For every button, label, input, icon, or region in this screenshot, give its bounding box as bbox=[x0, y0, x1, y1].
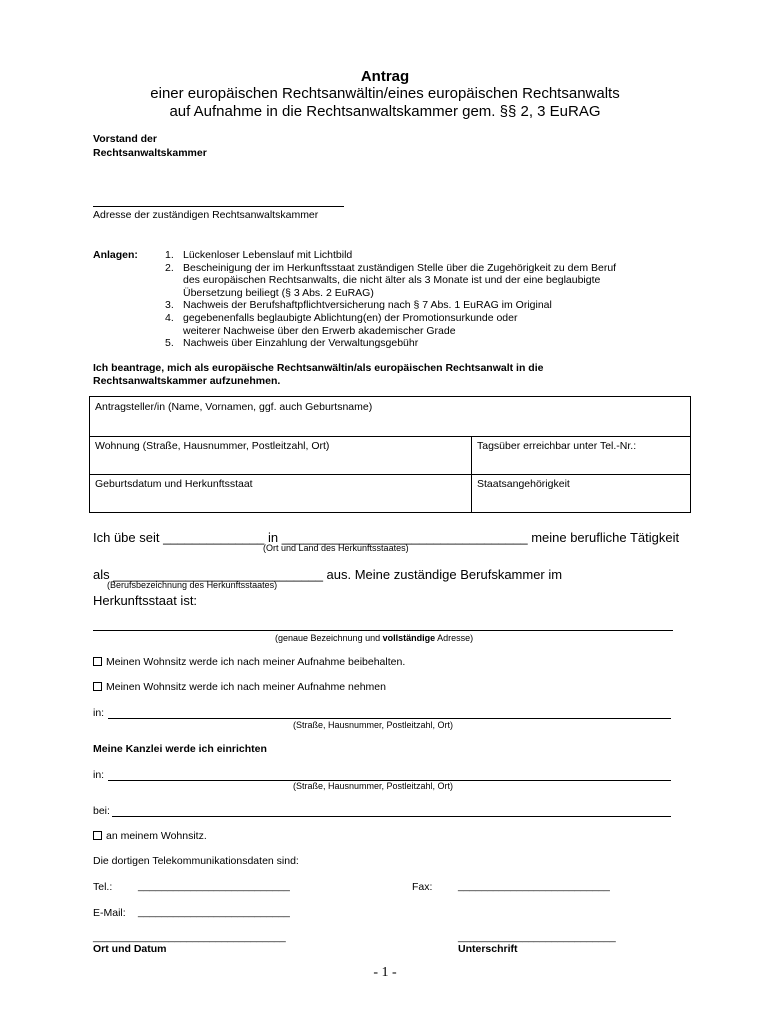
signature-field[interactable]: ___________________________ bbox=[458, 931, 616, 943]
residence-address-line[interactable] bbox=[108, 718, 671, 719]
place-date-label: Ort und Datum bbox=[93, 943, 167, 955]
attachments-label: Anlagen: bbox=[93, 249, 138, 261]
chamber-intro-label: aus. Meine zuständige Berufskammer im bbox=[326, 567, 563, 582]
practice-since-blank[interactable]: ______________ bbox=[163, 530, 265, 545]
attachment-5-line-1: Nachweis über Einzahlung der Verwaltungsgebühr bbox=[183, 337, 419, 350]
office-at-residence-checkbox[interactable] bbox=[93, 831, 102, 840]
practice-place-blank[interactable]: __________________________________ bbox=[281, 530, 528, 545]
take-residence-option[interactable] bbox=[93, 681, 386, 693]
chamber-address-line[interactable] bbox=[93, 630, 673, 631]
residence-field[interactable]: Wohnung (Straße, Hausnummer, Postleitzahl, Ort) bbox=[95, 440, 330, 452]
profession-caption: (Berufsbezeichnung des Herkunftsstaates) bbox=[107, 580, 278, 590]
office-heading: Meine Kanzlei werde ich einrichten bbox=[93, 743, 267, 755]
profession-as-label: als bbox=[93, 567, 110, 582]
tel-label: Tel.: bbox=[93, 881, 113, 893]
table-column-divider bbox=[471, 436, 472, 512]
origin-state-label: Herkunftsstaat ist: bbox=[93, 593, 198, 608]
profession-blank[interactable]: _____________________________ bbox=[113, 567, 323, 582]
office-in-label: in: bbox=[93, 769, 105, 781]
fax-label: Fax: bbox=[412, 881, 433, 893]
email-field[interactable]: __________________________ bbox=[138, 906, 290, 918]
attachment-number-3: 3. bbox=[165, 299, 174, 312]
form-subtitle-line-1: einer europäischen Rechtsanwältin/eines europäischen Rechtsanwalts bbox=[150, 85, 620, 102]
email-label: E-Mail: bbox=[93, 907, 126, 919]
request-line-1: Ich beantrage, mich als europäische Rechtsanwältin/als europäischen Rechtsanwalt in die bbox=[93, 362, 544, 374]
addressee-line-1: Vorstand der bbox=[93, 133, 157, 145]
table-divider-2 bbox=[90, 474, 690, 475]
fax-field[interactable]: __________________________ bbox=[458, 880, 610, 892]
addressee-line-2: Rechtsanwaltskammer bbox=[93, 147, 207, 159]
applicant-data-table bbox=[89, 396, 691, 513]
attachment-2-line-3: Übersetzung beiliegt (§ 3 Abs. 2 EuRAG) bbox=[183, 286, 374, 299]
keep-residence-label: Meinen Wohnsitz werde ich nach meiner Aufnahme beibehalten. bbox=[106, 656, 406, 668]
office-bei-line[interactable] bbox=[112, 816, 671, 817]
attachment-number-2: 2. bbox=[165, 261, 174, 274]
form-title: Antrag bbox=[360, 68, 410, 85]
table-divider-1 bbox=[90, 436, 690, 437]
practice-in-label: in bbox=[267, 530, 279, 545]
tel-field[interactable]: __________________________ bbox=[138, 880, 290, 892]
addressee-underline[interactable] bbox=[93, 206, 344, 207]
office-at-residence-label: an meinem Wohnsitz. bbox=[106, 830, 207, 842]
applicant-name-field[interactable]: Antragsteller/in (Name, Vornamen, ggf. auch Geburtsname) bbox=[95, 401, 373, 413]
take-residence-label: Meinen Wohnsitz werde ich nach meiner Aufnahme nehmen bbox=[106, 681, 386, 693]
birth-origin-field[interactable]: Geburtsdatum und Herkunftsstaat bbox=[95, 478, 253, 490]
place-date-field[interactable]: _________________________________ bbox=[93, 931, 286, 943]
take-residence-checkbox[interactable] bbox=[93, 682, 102, 691]
addressee-caption: Adresse der zuständigen Rechtsanwaltskammer bbox=[93, 209, 319, 221]
signature-label: Unterschrift bbox=[458, 943, 518, 955]
form-subtitle-line-2: auf Aufnahme in die Rechtsanwaltskammer gem. §§ 2, 3 EuRAG bbox=[169, 103, 601, 120]
attachment-1-line-1: Lückenloser Lebenslauf mit Lichtbild bbox=[183, 249, 353, 261]
residence-in-label: in: bbox=[93, 707, 105, 719]
request-line-2: Rechtsanwaltskammer aufzunehmen. bbox=[93, 375, 281, 387]
citizenship-field[interactable]: Staatsangehörigkeit bbox=[477, 478, 570, 490]
attachment-number-1: 1. bbox=[165, 249, 174, 261]
attachment-2-line-2: des europäischen Rechtsanwalts, die nicht älter als 3 Monate ist und der eine beglaubigte bbox=[183, 274, 601, 287]
office-address-caption: (Straße, Hausnummer, Postleitzahl, Ort) bbox=[293, 781, 454, 791]
phone-field[interactable]: Tagsüber erreichbar unter Tel.-Nr.: bbox=[477, 440, 637, 452]
keep-residence-checkbox[interactable] bbox=[93, 657, 102, 666]
attachment-2-line-1: Bescheinigung der im Herkunftsstaat zuständigen Stelle über die Zugehörigkeit zu dem Beruf bbox=[183, 261, 617, 274]
attachment-4-line-1: gegebenenfalls beglaubigte Ablichtung(en) der Promotionsurkunde oder bbox=[183, 312, 518, 324]
attachment-3-line-1: Nachweis der Berufshaftpflichtversicherung nach § 7 Abs. 1 EuRAG im Original bbox=[183, 299, 552, 312]
attachment-4-line-2: weiterer Nachweise über den Erwerb akademischer Grade bbox=[183, 324, 456, 337]
attachment-number-4: 4. bbox=[165, 312, 174, 324]
keep-residence-option[interactable] bbox=[93, 656, 405, 668]
residence-address-caption: (Straße, Hausnummer, Postleitzahl, Ort) bbox=[293, 720, 454, 730]
telecom-intro: Die dortigen Telekommunikationsdaten sind: bbox=[93, 855, 299, 867]
practice-place-caption: (Ort und Land des Herkunftsstaates) bbox=[263, 543, 409, 553]
chamber-address-caption: (genaue Bezeichnung und vollständige Adresse) bbox=[275, 633, 474, 643]
attachment-number-5: 5. bbox=[165, 337, 174, 350]
practice-since-label: Ich übe seit bbox=[93, 530, 160, 545]
office-at-residence-option[interactable] bbox=[93, 830, 207, 842]
practice-activity-label: meine berufliche Tätigkeit bbox=[531, 530, 680, 545]
office-bei-label: bei: bbox=[93, 805, 110, 817]
page-number: - 1 - bbox=[373, 965, 397, 980]
